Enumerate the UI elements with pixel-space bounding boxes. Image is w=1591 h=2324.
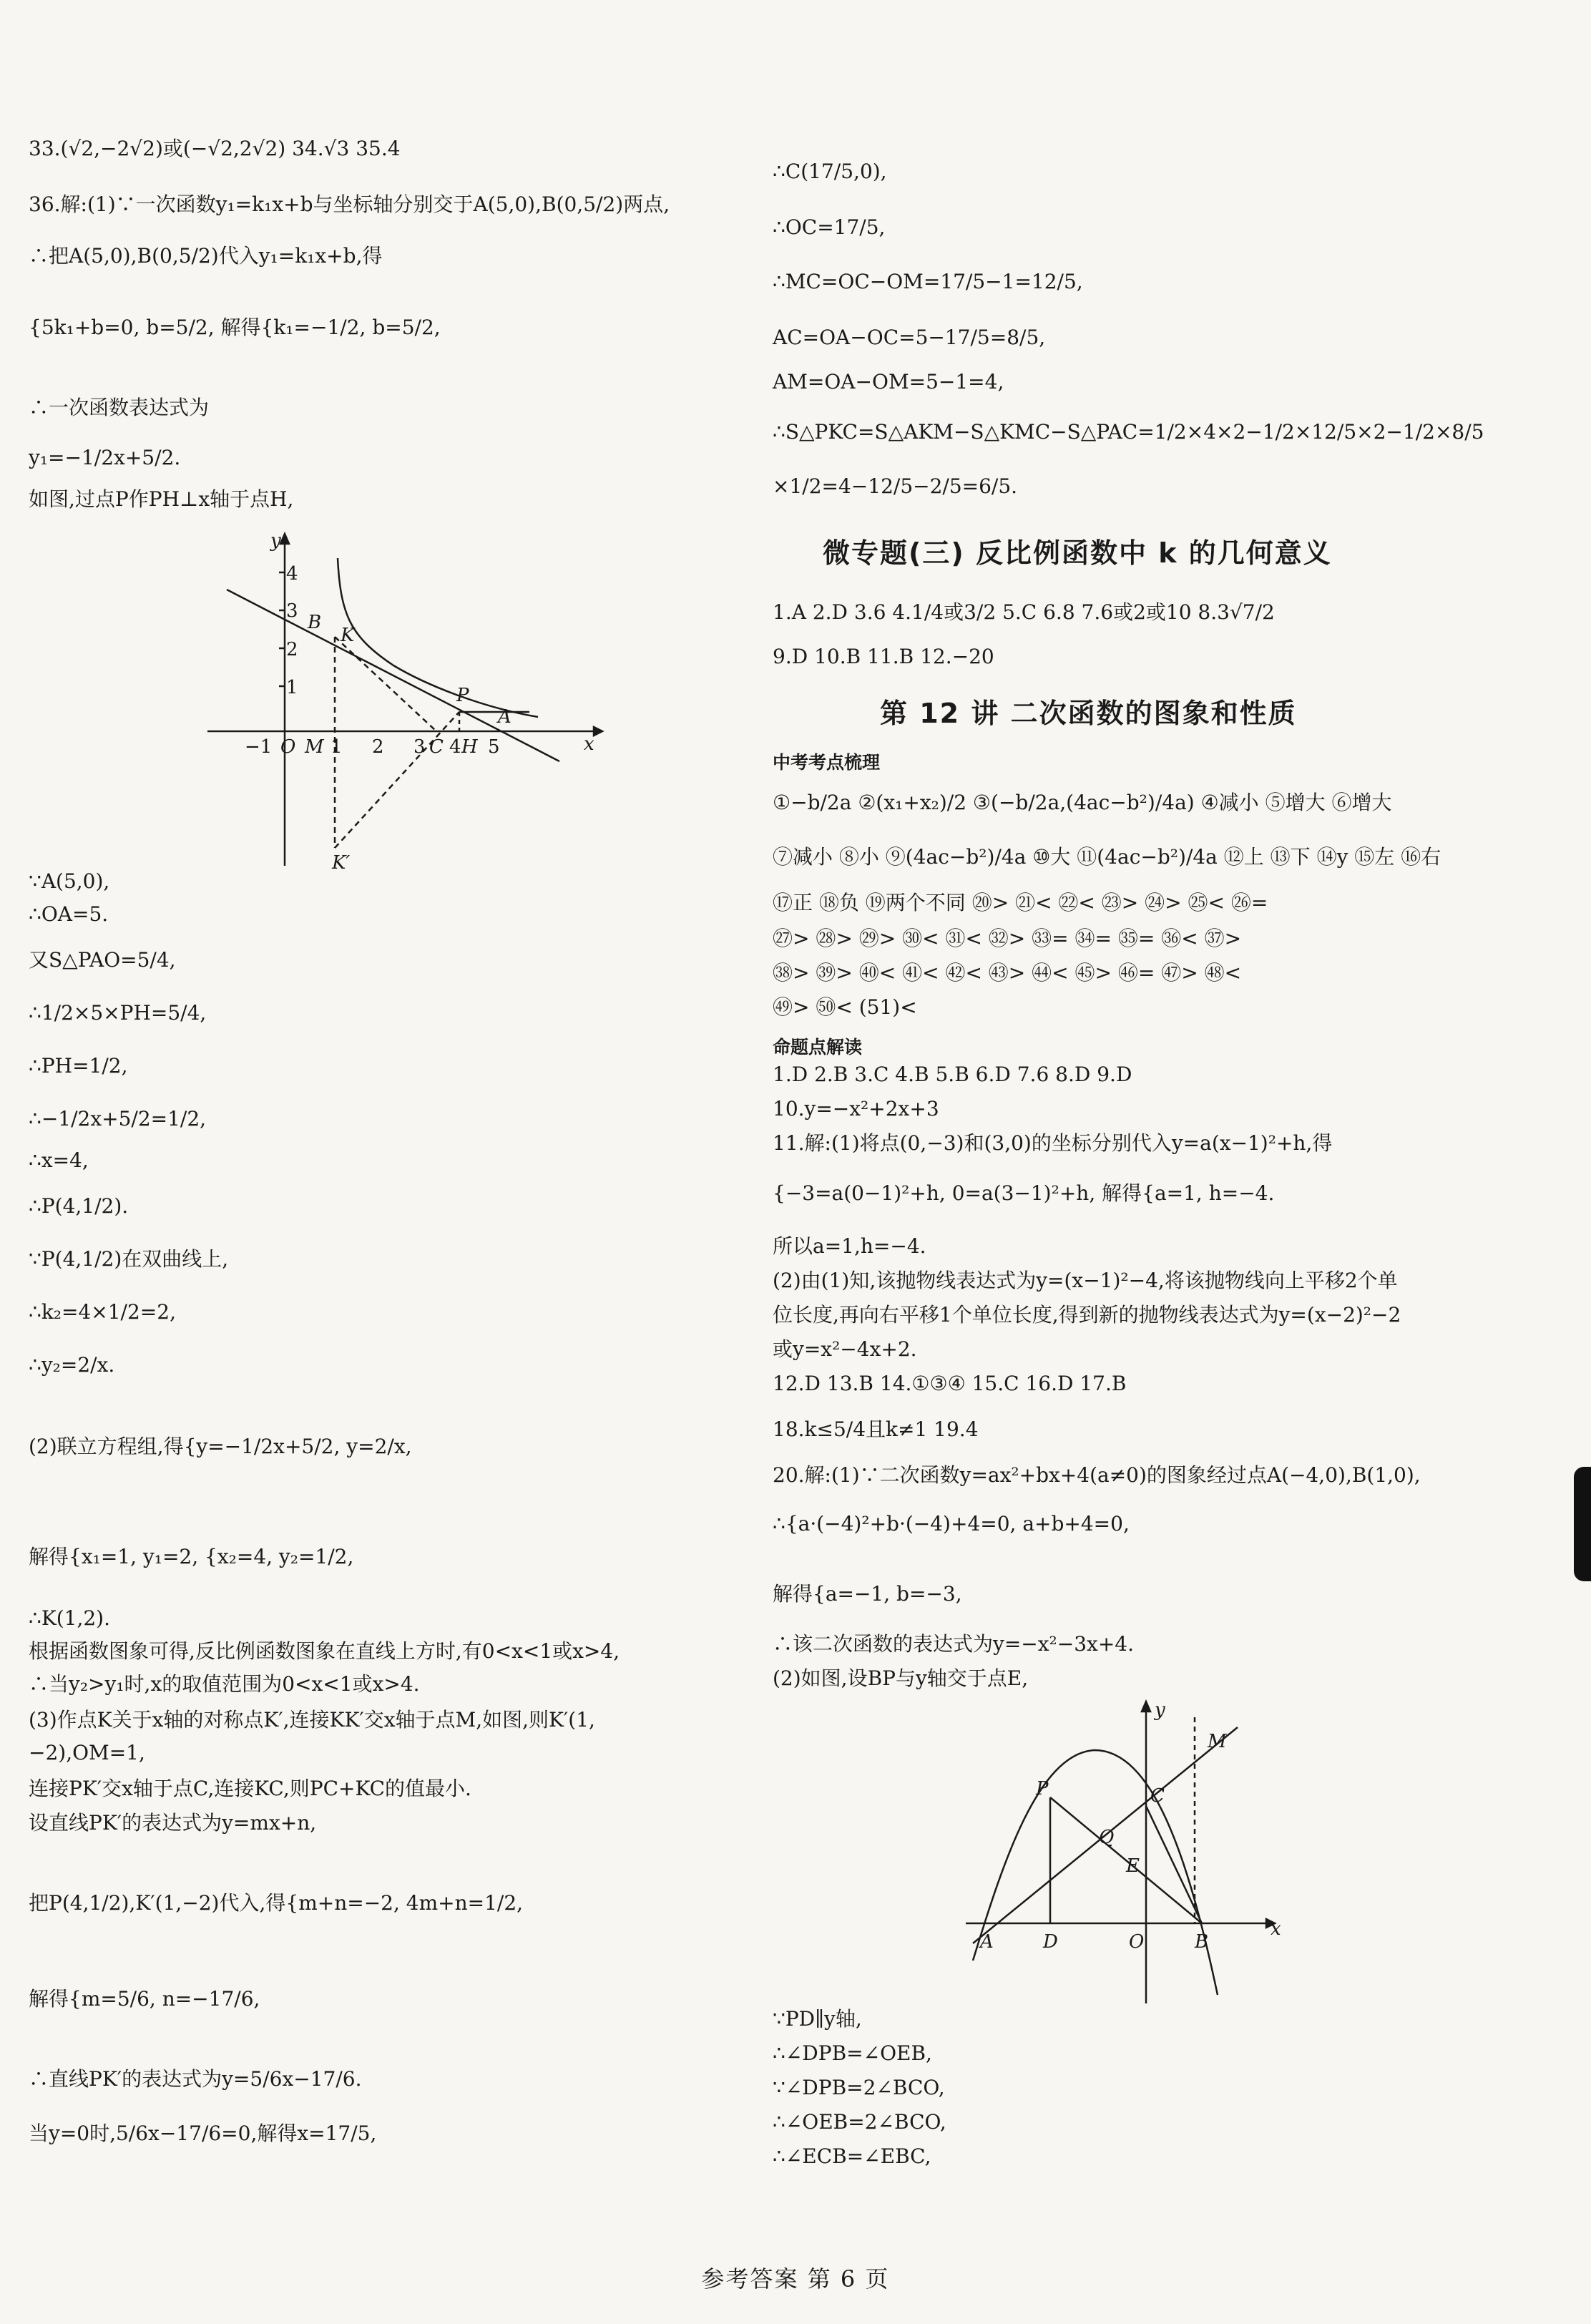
label-P: P [1036, 1778, 1049, 1800]
label-tick-neg1: −1 [245, 736, 273, 758]
inverse-function-figure [179, 529, 622, 873]
left-answer-line: 33.(√2,−2√2)或(−√2,2√2) 34.√3 35.4 [29, 137, 401, 160]
label-M: M [305, 736, 324, 758]
label-P: P [456, 685, 469, 706]
label-tick-x2: 2 [372, 736, 384, 758]
right-answer-line: ㉗> ㉘> ㉙> ㉚< ㉛< ㉜> ㉝= ㉞= ㉟= ㊱< ㊲> [773, 927, 1242, 950]
right-answer-line: ∵PD∥y轴, [773, 2007, 862, 2031]
left-answer-line: 把P(4,1/2),K′(1,−2)代入,得{m+n=−2, 4m+n=1/2, [29, 1891, 524, 1915]
y-axis-arrow [1142, 1702, 1150, 1712]
segment-cb [1146, 1806, 1202, 1923]
right-answer-line: 解得{a=−1, b=−3, [773, 1582, 962, 1606]
pk-prime-dashed [335, 712, 459, 848]
right-answer-line: ⑦减小 ⑧小 ⑨(4ac−b²)/4a ⑩大 ⑪(4ac−b²)/4a ⑫上 ⑬下 ⑭y ⑮左 ⑯右 [773, 845, 1441, 869]
right-answer-line: ∴C(17/5,0), [773, 160, 887, 183]
right-answer-line: AM=OA−OM=5−1=4, [773, 370, 1004, 394]
page-footer: 参考答案 第 6 页 [701, 2265, 890, 2293]
label-tick-x3: 3 [413, 736, 426, 758]
left-answer-line: ∵P(4,1/2)在双曲线上, [29, 1247, 229, 1271]
subheading-exam-points: 中考考点梳理 [773, 752, 881, 773]
left-answer-line: 36.解:(1)∵一次函数y₁=k₁x+b与坐标轴分别交于A(5,0),B(0,5/2)两点, [29, 192, 670, 216]
left-answer-line: 如图,过点P作PH⊥x轴于点H, [29, 487, 294, 511]
label-E: E [1126, 1855, 1140, 1877]
left-answer-line: ∴−1/2x+5/2=1/2, [29, 1107, 207, 1131]
left-answer-line: ∴k₂=4×1/2=2, [29, 1300, 176, 1324]
left-answer-line: 解得{m=5/6, n=−17/6, [29, 1987, 260, 2011]
label-tick-1: 1 [286, 677, 298, 698]
right-answer-line: ∴S△PKC=S△AKM−S△KMC−S△PAC=1/2×4×2−1/2×12/5×2−1/2×8/5 [773, 420, 1484, 444]
left-answer-line: −2),OM=1, [29, 1741, 145, 1764]
left-answer-line: ∴y₂=2/x. [29, 1353, 115, 1377]
parabola-curve [973, 1750, 1218, 1995]
right-answer-line: ㊳> ㊴> ㊵< ㊶< ㊷< ㊸> ㊹< ㊺> ㊻= ㊼> ㊽< [773, 961, 1242, 985]
label-tick-4: 4 [286, 563, 298, 585]
right-answer-line: 所以a=1,h=−4. [773, 1234, 926, 1258]
left-answer-line: y₁=−1/2x+5/2. [29, 446, 181, 469]
label-tick-x5: 5 [488, 736, 500, 758]
right-answer-line: 18.k≤5/4且k≠1 19.4 [773, 1417, 979, 1441]
label-B: B [308, 612, 322, 633]
label-D: D [1043, 1931, 1058, 1953]
label-y-axis: y [270, 530, 281, 552]
label-tick-x4: 4 [449, 736, 461, 758]
right-answer-line: ⑰正 ⑱负 ⑲两个不同 ⑳> ㉑< ㉒< ㉓> ㉔> ㉕< ㉖= [773, 891, 1268, 914]
left-answer-line: 根据函数图象可得,反比例函数图象在直线上方时,有0<x<1或x>4, [29, 1639, 620, 1663]
parabola-figure [951, 1696, 1295, 2011]
label-C: C [429, 736, 444, 758]
right-answer-line: ∴该二次函数的表达式为y=−x²−3x+4. [773, 1632, 1134, 1656]
kc-dashed [335, 637, 436, 731]
y-axis-arrow [280, 534, 289, 544]
right-answer-line: ∴∠OEB=2∠BCO, [773, 2110, 946, 2134]
right-answer-line: 或y=x²−4x+2. [773, 1337, 917, 1361]
left-answer-line: ∴K(1,2). [29, 1606, 111, 1630]
right-answer-line: ∴{a·(−4)²+b·(−4)+4=0, a+b+4=0, [773, 1512, 1130, 1536]
x-axis-arrow [594, 727, 602, 736]
scan-edge-mark [1574, 1467, 1591, 1581]
right-answer-line: (2)由(1)知,该抛物线表达式为y=(x−1)²−4,将该抛物线向上平移2个单 [773, 1269, 1398, 1292]
right-answer-line: 1.D 2.B 3.C 4.B 5.B 6.D 7.6 8.D 9.D [773, 1063, 1132, 1086]
left-answer-line: (2)联立方程组,得{y=−1/2x+5/2, y=2/x, [29, 1435, 412, 1458]
left-answer-line: ∴一次函数表达式为 [29, 396, 210, 419]
label-Q: Q [1099, 1827, 1115, 1848]
left-answer-line: ∵A(5,0), [29, 869, 110, 893]
right-answer-line: ∵∠DPB=2∠BCO, [773, 2076, 945, 2099]
left-answer-line: ∴把A(5,0),B(0,5/2)代入y₁=k₁x+b,得 [29, 244, 383, 268]
label-A: A [980, 1931, 994, 1953]
label-O: O [1129, 1931, 1145, 1953]
right-answer-line: ∴OC=17/5, [773, 215, 886, 239]
right-answer-line: ∴MC=OC−OM=17/5−1=12/5, [773, 270, 1083, 293]
left-answer-line: ∴当y₂>y₁时,x的取值范围为0<x<1或x>4. [29, 1672, 420, 1696]
left-answer-line: {5k₁+b=0, b=5/2, 解得{k₁=−1/2, b=5/2, [29, 316, 441, 339]
label-origin: O [280, 736, 296, 758]
right-answer-line: {−3=a(0−1)²+h, 0=a(3−1)²+h, 解得{a=1, h=−4. [773, 1181, 1275, 1205]
left-answer-line: 解得{x₁=1, y₁=2, {x₂=4, y₂=1/2, [29, 1545, 354, 1568]
right-answer-line: 12.D 13.B 14.①③④ 15.C 16.D 17.B [773, 1372, 1127, 1395]
label-tick-x1: 1 [331, 736, 343, 758]
label-x-axis: x [1271, 1918, 1281, 1940]
right-answer-line: AC=OA−OC=5−17/5=8/5, [773, 326, 1046, 349]
label-x-axis: x [584, 733, 594, 755]
line-y1 [227, 590, 559, 761]
hyperbola-y2 [338, 558, 538, 717]
label-K: K [341, 625, 355, 646]
left-answer-line: ∴x=4, [29, 1148, 89, 1172]
left-answer-line: (3)作点K关于x轴的对称点K′,连接KK′交x轴于点M,如图,则K′(1, [29, 1708, 595, 1732]
label-y-axis: y [1155, 1699, 1165, 1721]
left-answer-line: 当y=0时,5/6x−17/6=0,解得x=17/5, [29, 2122, 377, 2145]
left-answer-line: ∴OA=5. [29, 902, 109, 926]
right-answer-line: ∴∠ECB=∠EBC, [773, 2144, 931, 2168]
right-answer-line: ×1/2=4−12/5−2/5=6/5. [773, 474, 1018, 498]
heading-lesson-12: 第 12 讲 二次函数的图象和性质 [880, 698, 1297, 729]
left-answer-line: ∴P(4,1/2). [29, 1194, 129, 1218]
right-answer-line: ①−b/2a ②(x₁+x₂)/2 ③(−b/2a,(4ac−b²)/4a) ④减小 ⑤增大 ⑥增大 [773, 791, 1392, 814]
label-B: B [1195, 1931, 1209, 1953]
left-answer-line: ∴直线PK′的表达式为y=5/6x−17/6. [29, 2067, 362, 2091]
right-answer-line: (2)如图,设BP与y轴交于点E, [773, 1666, 1029, 1690]
right-answer-line: 1.A 2.D 3.6 4.1/4或3/2 5.C 6.8 7.6或2或10 8.3√7/2 [773, 600, 1275, 624]
left-answer-line: 又S△PAO=5/4, [29, 948, 176, 972]
left-answer-line: 设直线PK′的表达式为y=mx+n, [29, 1811, 317, 1835]
left-answer-line: ∴1/2×5×PH=5/4, [29, 1001, 207, 1025]
right-answer-line: 10.y=−x²+2x+3 [773, 1097, 939, 1120]
left-answer-line: 连接PK′交x轴于点C,连接KC,则PC+KC的值最小. [29, 1777, 471, 1800]
label-tick-2: 2 [286, 639, 298, 660]
heading-special-topic-3: 微专题(三) 反比例函数中 k 的几何意义 [823, 537, 1332, 569]
label-H: H [461, 736, 478, 758]
right-answer-line: 位长度,再向右平移1个单位长度,得到新的抛物线表达式为y=(x−2)²−2 [773, 1303, 1401, 1327]
subheading-question-analysis: 命题点解读 [773, 1037, 863, 1058]
left-answer-line: ∴PH=1/2, [29, 1054, 128, 1078]
label-tick-3: 3 [286, 600, 298, 622]
right-answer-line: ㊾> ㊿< (51)< [773, 995, 917, 1019]
right-answer-line: ∴∠DPB=∠OEB, [773, 2041, 932, 2065]
right-answer-line: 11.解:(1)将点(0,−3)和(3,0)的坐标分别代入y=a(x−1)²+h,得 [773, 1131, 1333, 1155]
label-K-prime: K′ [332, 852, 351, 873]
label-C: C [1150, 1785, 1165, 1807]
label-A: A [498, 706, 511, 728]
label-M: M [1208, 1731, 1227, 1752]
right-answer-line: 9.D 10.B 11.B 12.−20 [773, 645, 994, 668]
right-answer-line: 20.解:(1)∵二次函数y=ax²+bx+4(a≠0)的图象经过点A(−4,0),B(1,0), [773, 1463, 1421, 1487]
